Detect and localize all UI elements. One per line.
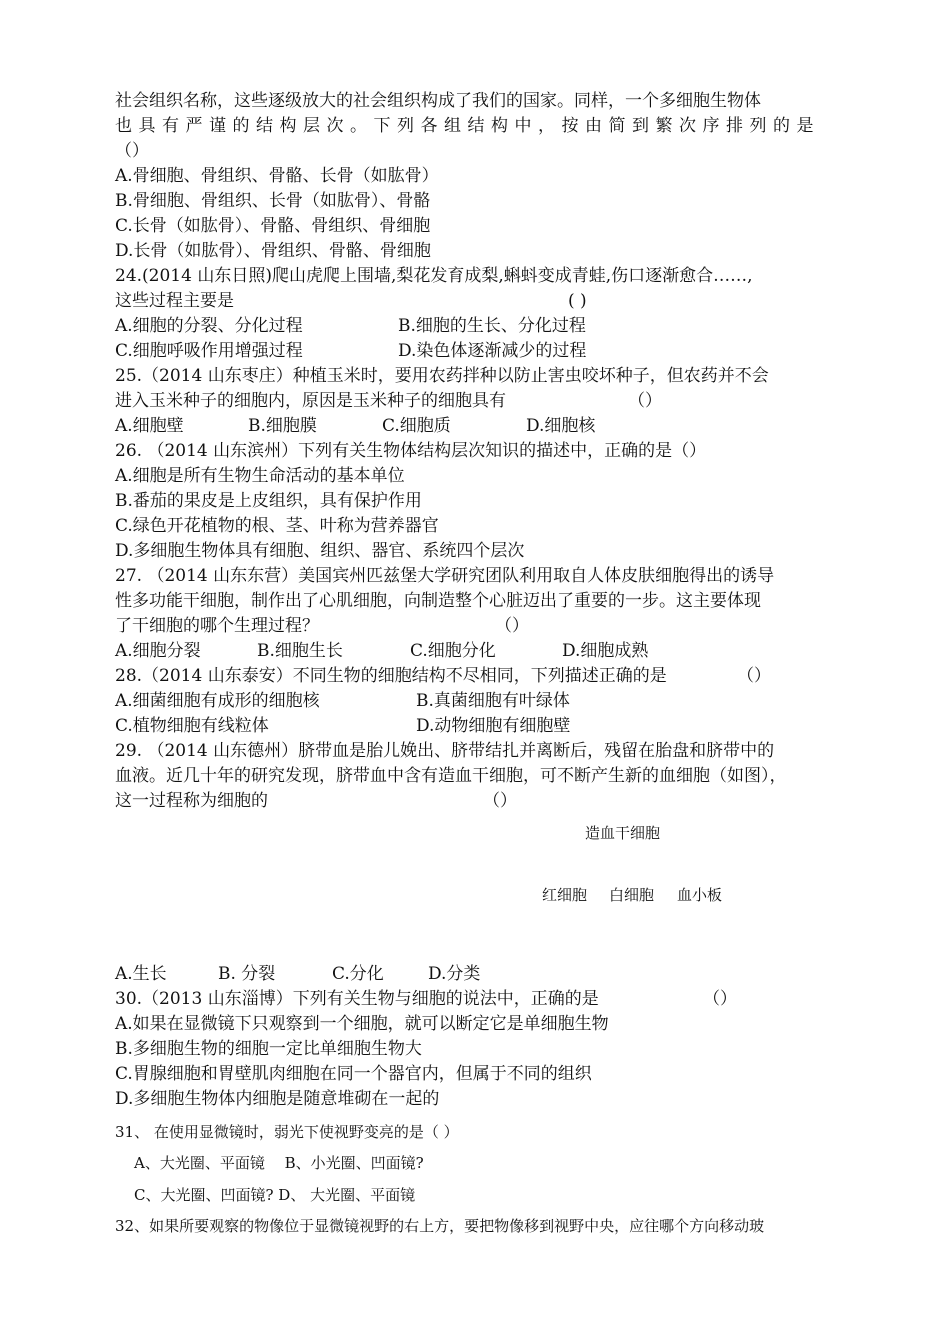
intro-line-1: 社会组织名称，这些逐级放大的社会组织构成了我们的国家。同样，一个多细胞生物体 [115,91,761,111]
q27-stem-1: 27. （2014 山东东营）美国宾州匹兹堡大学研究团队利用取自人体皮肤细胞得出的诱导 [115,566,775,586]
q25-option-a: A.细胞壁 [115,416,184,436]
q27-option-d: D.细胞成熟 [562,641,649,661]
q29-bracket: （） [483,791,517,811]
q27-option-a: A.细胞分裂 [115,641,201,661]
q28-option-d: D.动物细胞有细胞壁 [416,716,571,736]
q25-stem-2: 进入玉米种子的细胞内，原因是玉米种子的细胞具有 [115,391,506,411]
q26-option-c: C.绿色开花植物的根、茎、叶称为营养器官 [115,516,439,536]
q27-option-c: C.细胞分化 [410,641,496,661]
q29-stem-1: 29. （2014 山东德州）脐带血是胎儿娩出、脐带结扎并离断后，残留在胎盘和脐带中的 [115,741,775,761]
q26-option-d: D.多细胞生物体具有细胞、组织、器官、系统四个层次 [115,541,525,561]
q30-stem: 30.（2013 山东淄博）下列有关生物与细胞的说法中，正确的是 [115,989,599,1009]
q25-option-d: D.细胞核 [526,416,596,436]
intro-bracket: （） [115,141,149,161]
q24-option-a: A.细胞的分裂、分化过程 [115,316,303,336]
q31-options-cd: C、大光圈、凹面镜? D、 大光圈、平面镜 [134,1186,416,1204]
q25-option-c: C.细胞质 [382,416,451,436]
intro-line-2 [115,114,838,138]
q32-stem: 32、如果所要观察的物像位于显微镜视野的右上方，要把物像移到视野中央，应往哪个方向移动玻 [115,1217,765,1235]
q31-options-ab: A、大光圈、平面镜 B、小光圈、凹面镜? [134,1154,424,1172]
q31-stem: 31、 在使用显微镜时，弱光下使视野变亮的是（ ） [115,1123,459,1141]
q30-option-d: D.多细胞生物体内细胞是随意堆砌在一起的 [115,1089,440,1109]
q25-option-b: B.细胞膜 [248,416,317,436]
figure-platelet-label: 血小板 [677,886,723,904]
figure-red-cell-label: 红细胞 [542,886,588,904]
q24-bracket: ( ) [568,291,587,311]
q27-bracket: （） [495,616,529,636]
q28-stem: 28.（2014 山东泰安）不同生物的细胞结构不尽相同，下列描述正确的是 [115,666,667,686]
q27-option-b: B.细胞生长 [257,641,343,661]
q23-option-c: C.长骨（如肱骨）、骨骼、骨组织、骨细胞 [115,216,431,236]
q29-stem-3: 这一过程称为细胞的 [115,791,268,811]
q24-option-d: D.染色体逐渐减少的过程 [398,341,587,361]
q29-option-a: A.生长 [115,964,167,984]
q24-option-c: C.细胞呼吸作用增强过程 [115,341,303,361]
q28-bracket: （） [737,666,771,686]
q29-option-b: B. 分裂 [218,964,276,984]
q25-bracket: （） [628,391,662,411]
q29-option-d: D.分类 [428,964,481,984]
q30-option-c: C.胃腺细胞和胃壁肌肉细胞在同一个器官内，但属于不同的组织 [115,1064,592,1084]
q29-option-c: C.分化 [332,964,384,984]
figure-white-cell-label: 白细胞 [609,886,655,904]
figure-stem-cell-label: 造血干细胞 [585,824,661,842]
q30-bracket: （） [703,989,737,1009]
q30-option-b: B.多细胞生物的细胞一定比单细胞生物大 [115,1039,422,1059]
q29-stem-2: 血液。近几十年的研究发现，脐带血中含有造血干细胞，可不断产生新的血细胞（如图）， [115,766,787,786]
q24-option-b: B.细胞的生长、分化过程 [398,316,586,336]
q25-stem-1: 25.（2014 山东枣庄）种植玉米时，要用农药拌种以防止害虫咬坏种子，但农药并不会 [115,366,769,386]
q28-option-c: C.植物细胞有线粒体 [115,716,269,736]
q26-stem: 26. （2014 山东滨州）下列有关生物体结构层次知识的描述中，正确的是（） [115,441,707,461]
q26-option-a: A.细胞是所有生物生命活动的基本单位 [115,466,405,486]
q24-stem-1: 24.(2014 山东日照)爬山虎爬上围墙,梨花发育成梨,蝌蚪变成青蛙,伤口逐渐愈合……, [115,266,753,286]
q28-option-b: B.真菌细胞有叶绿体 [416,691,570,711]
q27-stem-3: 了干细胞的哪个生理过程？ [115,616,319,636]
intro-line-2-text: 也具有严谨的结构层次。下列各组结构中，按由简到繁次序排列的是 [115,116,820,136]
q23-option-b: B.骨细胞、骨组织、长骨（如肱骨）、骨骼 [115,191,431,211]
q26-option-b: B.番茄的果皮是上皮组织，具有保护作用 [115,491,422,511]
q23-option-d: D.长骨（如肱骨）、骨组织、骨骼、骨细胞 [115,241,431,261]
q24-stem-2: 这些过程主要是 [115,291,234,311]
q27-stem-2: 性多功能干细胞，制作出了心肌细胞，向制造整个心脏迈出了重要的一步。这主要体现 [115,591,761,611]
q30-option-a: A.如果在显微镜下只观察到一个细胞，就可以断定它是单细胞生物 [115,1014,609,1034]
q28-option-a: A.细菌细胞有成形的细胞核 [115,691,320,711]
q23-option-a: A.骨细胞、骨组织、骨骼、长骨（如肱骨） [115,166,439,186]
